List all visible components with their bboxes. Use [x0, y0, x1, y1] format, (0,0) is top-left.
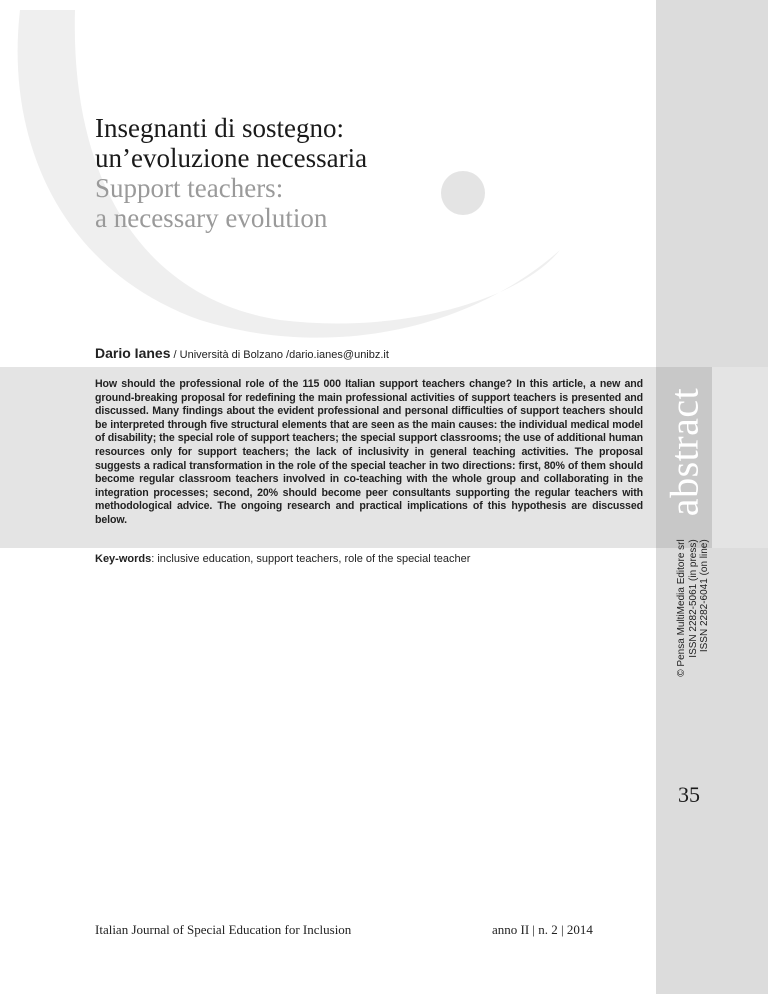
copyright-block: [676, 539, 711, 676]
title-english-line1: Support teachers:: [95, 173, 284, 203]
author-line: [95, 345, 389, 361]
author-affiliation: / Università di Bolzano /dario.ianes@unibz.it: [170, 349, 389, 361]
page-number: 35: [678, 782, 700, 807]
title-block: [95, 113, 367, 233]
copyright-publisher: © Pensa MultiMedia Editore srl: [675, 539, 687, 677]
keywords-line: [95, 553, 470, 565]
keywords-label: Key-words: [95, 553, 152, 565]
copyright-issn-online: ISSN 2282-6041 (on line): [698, 539, 710, 653]
author-name: Dario Ianes: [95, 345, 171, 361]
title-italian-line2: un’evoluzione necessaria: [95, 143, 368, 173]
footer-journal-name: Italian Journal of Special Education for Inclusion: [95, 922, 352, 937]
keywords-text: : inclusive education, support teachers, role of the special teacher: [151, 553, 471, 565]
abstract-text: How should the professional role of the 115 000 Italian support teachers change? In this article, a new and ground-breaking proposal for redefining the main professional activities of support teachers is presented and discussed. Many findings about the evident professional and personal difficulties of support teachers should be interpreted through five structural elements that are seen as the main causes: the individual medical model of disability; the special role of support teachers; the special support classrooms; the use of additional human resources only for support teachers; the lack of inclusivity in general teaching activities. The proposal suggests a radical transformation in the role of the special teacher in two directions: first, 80% of them should become regular classroom teachers involved in co-teaching with the whole group and collaborating in the integration processes; second, 20% should become peer consultants supporting the regular teachers with methodological advice. The ongoing research and practical implications of this hypothesis are discussed below.: [95, 378, 643, 526]
footer-issue-info: anno II | n. 2 | 2014: [492, 922, 593, 937]
copyright-issn-print: ISSN 2282-5061 (in press): [687, 539, 699, 658]
title-italian-line1: Insegnanti di sostegno:: [95, 113, 344, 143]
abstract-label: abstract: [661, 387, 707, 517]
title-english-line2: a necessary evolution: [95, 203, 328, 233]
